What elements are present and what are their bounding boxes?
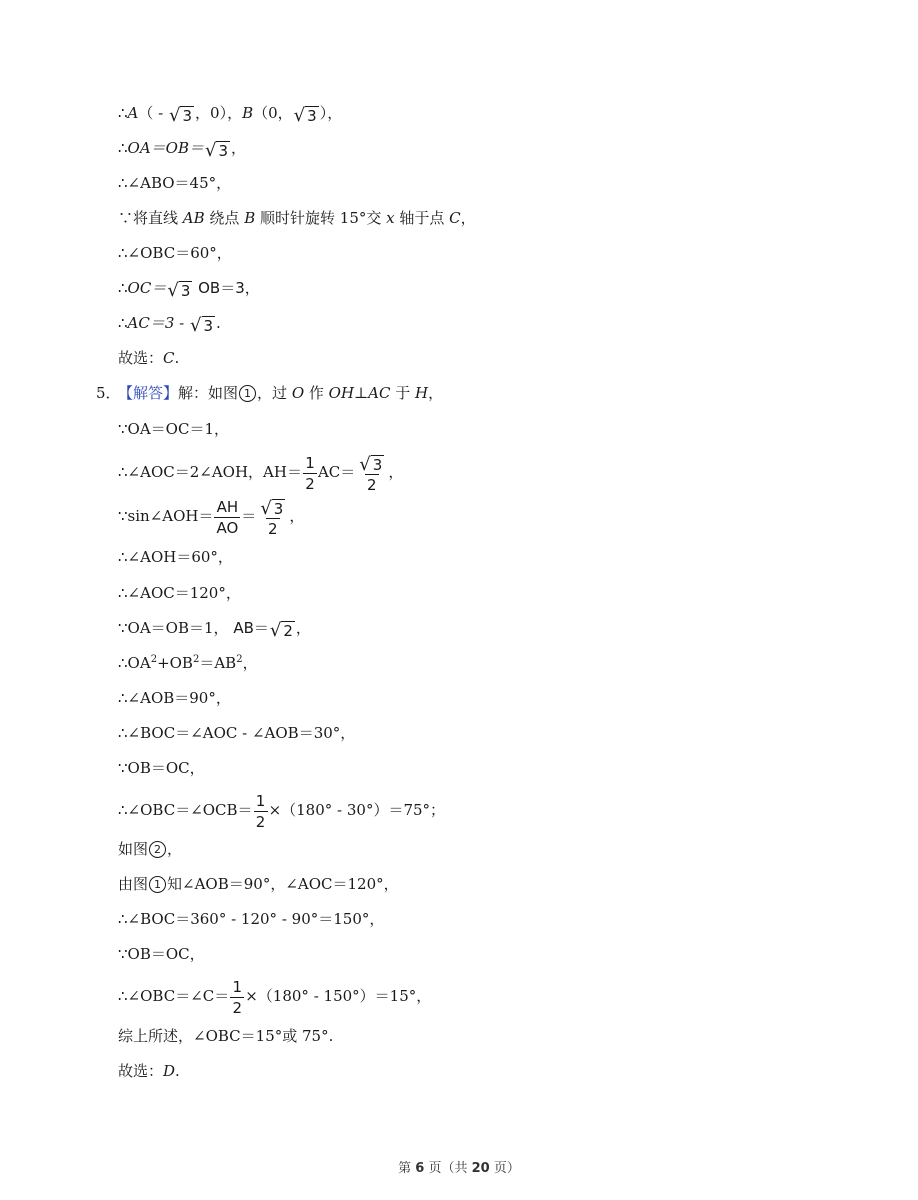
sqrt: √ 3 xyxy=(293,105,317,126)
sqrt: √ 3 xyxy=(167,280,191,301)
solution-line: ∴∠BOC＝∠AOC - ∠AOB＝30°， xyxy=(118,724,356,742)
solution-line: 如图 2 ， xyxy=(118,840,183,858)
fraction: $\frac{1}{2}$ xyxy=(230,977,244,1018)
solution-line: ∵OA＝OB＝1， AB＝ √ 2 ， xyxy=(118,619,311,641)
solution-line: $\therefore OA^2+OB^2=AB^2$， xyxy=(118,654,258,672)
sqrt: √ 2 xyxy=(269,620,293,641)
circled-number: 1 xyxy=(239,385,256,402)
solution-line: ∴OA＝OB＝ √ 3 ， xyxy=(118,139,247,161)
solution-line: ∴∠BOC＝360° - 120° - 90°＝150°， xyxy=(118,910,385,928)
sqrt: √ 3 xyxy=(205,140,229,161)
solution-header: 【解答】解：如图 1 ，过 O 作 OH⊥AC 于 H， xyxy=(118,384,444,402)
current-page-number: 6 xyxy=(415,1161,425,1176)
sqrt: √ 3 xyxy=(169,105,193,126)
solution-line: ∴A（ - √ 3 ，0），B（0， √ 3 ）， xyxy=(118,104,343,126)
page-footer: 第 6 页（共 20 页） xyxy=(398,1161,520,1176)
solution-line: ∵OB＝OC， xyxy=(118,759,205,777)
fraction: √ 3 2 xyxy=(359,453,383,494)
fraction: $\frac{AH}{AO}$ xyxy=(216,497,239,537)
solution-line: ∵OB＝OC， xyxy=(118,945,205,963)
solution-line: ∵sin∠AOH＝ $\frac{AH}{AO}$ ＝ √ 3 2 ， xyxy=(118,497,305,538)
answer-tag: 【解答】 xyxy=(118,384,179,402)
answer-line: 故选：D. xyxy=(118,1062,180,1080)
solution-line: ∴AC＝3 - √ 3 . xyxy=(118,314,221,336)
circled-number: 1 xyxy=(149,876,166,893)
question-number: 5． xyxy=(96,384,121,402)
fraction: √ 3 2 xyxy=(260,497,284,538)
solution-line: ∴∠ABO＝45°， xyxy=(118,174,232,192)
fraction: $\frac{1}{2}$ xyxy=(254,791,268,832)
solution-line: ∴∠AOC＝120°， xyxy=(118,584,241,602)
solution-line: ∴∠AOB＝90°， xyxy=(118,689,231,707)
solution-line: ∴∠OBC＝∠C＝ $\frac{1}{2}$ ×（180° - 150°）＝15°， xyxy=(118,977,432,1017)
answer-line: 故选：C. xyxy=(118,349,180,367)
solution-line: ∴∠AOC＝2∠AOH，AH＝ $\frac{1}{2}$ AC＝ √ 3 2 ， xyxy=(118,453,404,494)
solution-line: 综上所述，∠OBC＝15°或 75°. xyxy=(118,1027,334,1045)
fraction: $\frac{1}{2}$ xyxy=(303,453,317,494)
solution-line: ∵将直线 AB 绕点 B 顺时针旋转 15°交 x 轴于点 C， xyxy=(118,209,476,227)
solution-line: ∴∠AOH＝60°， xyxy=(118,548,233,566)
total-page-count: 20 xyxy=(471,1161,490,1176)
solution-line: ∴∠OBC＝∠OCB＝ $\frac{1}{2}$ ×（180° - 30°）＝75°； xyxy=(118,791,446,831)
circled-number: 2 xyxy=(149,841,166,858)
sqrt: √ 3 xyxy=(190,315,214,336)
solution-line: ∴OC＝ √ 3 OB＝3， xyxy=(118,279,260,301)
solution-line: ∴∠OBC＝60°， xyxy=(118,244,232,262)
solution-line: ∵OA＝OC＝1， xyxy=(118,420,229,438)
solution-line: 由图 1 知∠AOB＝90°，∠AOC＝120°， xyxy=(118,875,399,893)
